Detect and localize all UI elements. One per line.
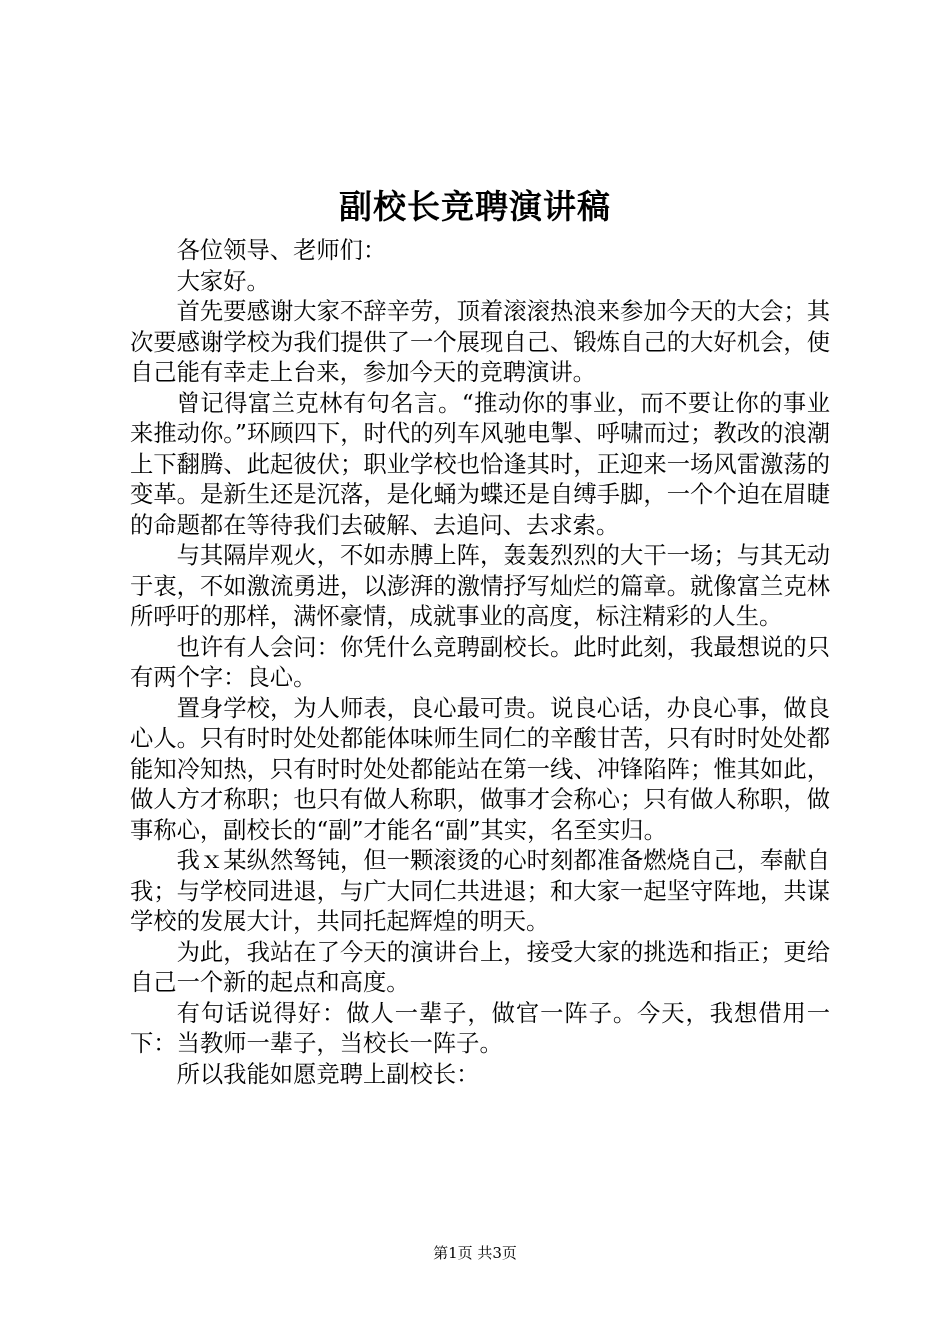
document-title: 副校长竞聘演讲稿 bbox=[339, 187, 611, 226]
paragraph-greeting: 大家好。 bbox=[176, 267, 270, 295]
page-number-footer: 第1页 共3页 bbox=[433, 1244, 517, 1262]
paragraph-salutation: 各位领导、老师们： bbox=[176, 237, 387, 264]
paragraph: 也许有人会问：你凭什么竞聘副校长。此时此刻，我最想说的只有两个字：良心。 bbox=[130, 633, 830, 691]
document-body bbox=[130, 236, 830, 1090]
paragraph: 所以我能如愿竞聘上副校长： bbox=[176, 1060, 480, 1088]
paragraph: 首先要感谢大家不辞辛劳，顶着滚滚热浪来参加今天的大会；其次要感谢学校为我们提供了一个展现自己、锻炼自己的大好机会，使自己能有幸走上台来，参加今天的竞聘演讲。 bbox=[130, 298, 830, 386]
paragraph: 我ｘ某纵然驽钝，但一颗滚烫的心时刻都准备燃烧自己，奉献自我；与学校同进退，与广大同仁共进退；和大家一起坚守阵地，共谋学校的发展大计，共同托起辉煌的明天。 bbox=[130, 847, 830, 935]
paragraph: 与其隔岸观火，不如赤膊上阵，轰轰烈烈的大干一场；与其无动于衷，不如激流勇进，以澎湃的激情抒写灿烂的篇章。就像富兰克林所呼吁的那样，满怀豪情，成就事业的高度，标注精彩的人生。 bbox=[130, 542, 830, 630]
paragraph: 置身学校，为人师表，良心最可贵。说良心话，办良心事，做良心人。只有时时处处都能体味师生同仁的辛酸甘苦，只有时时处处都能知冷知热，只有时时处处都能站在第一线、冲锋陷阵；惟其如此，做人方才称职；也只有做人称职，做事才会称心；只有做人称职，做事称心，副校长的“副”才能名“副”其实，名至实归。 bbox=[130, 694, 830, 844]
paragraph: 有句话说得好：做人一辈子，做官一阵子。今天，我想借用一下：当教师一辈子，当校长一阵子。 bbox=[130, 999, 830, 1057]
paragraph: 为此，我站在了今天的演讲台上，接受大家的挑选和指正；更给自己一个新的起点和高度。 bbox=[130, 938, 830, 996]
paragraph: 曾记得富兰克林有句名言。“推动你的事业，而不要让你的事业来推动你。”环顾四下，时代的列车风驰电掣、呼啸而过；教改的浪潮上下翻腾、此起彼伏；职业学校也恰逢其时，正迎来一场风雷激荡的变革。是新生还是沉落，是化蛹为蝶还是自缚手脚，一个个迫在眉睫的命题都在等待我们去破解、去追问、去求索。 bbox=[130, 389, 830, 539]
